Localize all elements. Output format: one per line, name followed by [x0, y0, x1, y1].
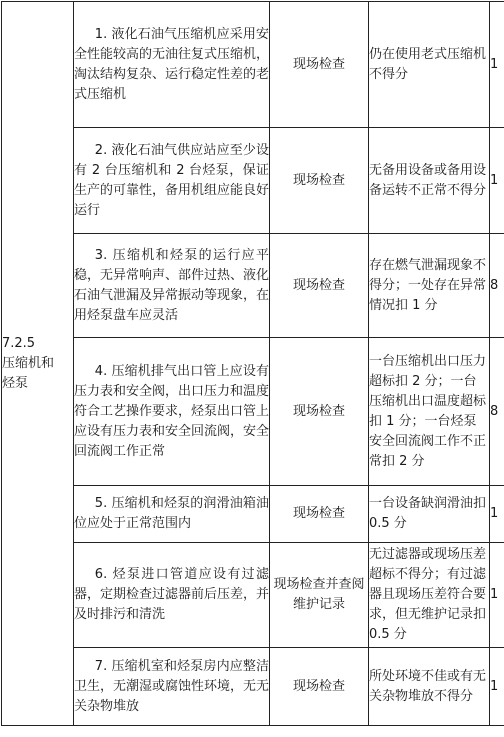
requirement-cell [74, 648, 270, 726]
method-text: 现场检查 [292, 56, 345, 72]
score-cell [490, 648, 504, 726]
criteria-cell [369, 234, 490, 338]
requirement-text: 3. 压缩机和烃泵的运行应平稳，无异常响声、部件过热、液化石油气泄漏及异常振动等现象，在用烃泵盘车应灵活 [74, 247, 270, 323]
requirement-text: 4. 压缩机排气出口管上应设有压力表和安全阀，出口压力和温度符合工艺操作要求，烃泵出口管上应设有压力表和安全回流阀，安全回流阀工作正常 [74, 363, 270, 459]
table-row [2, 543, 504, 648]
score-cell [490, 2, 504, 128]
requirement-cell [74, 486, 270, 543]
table-row [2, 2, 504, 128]
method-text: 现场检查 [292, 403, 345, 419]
score-text: 1 [490, 172, 499, 188]
score-text: 1 [490, 56, 499, 72]
table-row [2, 486, 504, 543]
table-row [2, 128, 504, 234]
criteria-cell [369, 486, 490, 543]
score-cell [490, 128, 504, 234]
criteria-cell [369, 128, 490, 234]
requirement-cell [74, 234, 270, 338]
score-text: 1 [490, 587, 499, 602]
criteria-text: 仍在使用老式压缩机不得分 [369, 46, 487, 82]
requirement-text: 6. 烃泵进口管道应设有过滤器，定期检查过滤器前后压差，并及时排污和清洗 [74, 567, 270, 622]
criteria-text: 所处环境不佳或有无关杂物堆放不得分 [369, 668, 487, 704]
score-text: 1 [490, 678, 499, 694]
requirement-text: 1. 液化石油气压缩机应采用安全性能较高的无油往复式压缩机，淘汰结构复杂、运行稳定性差的老式压缩机 [74, 26, 270, 102]
method-cell [270, 486, 369, 543]
category-label: 7.2.5 压缩机和 烃泵 [2, 335, 55, 391]
score-cell [490, 234, 504, 338]
score-cell [490, 338, 504, 486]
requirement-cell [74, 338, 270, 486]
score-text: 8 [490, 277, 499, 293]
table-row [2, 648, 504, 726]
criteria-text: 一台压缩机出口压力超标扣 2 分；一台压缩机出口温度超标扣 1 分；一台烃泵安全回流阀工作不正常扣 2 分 [369, 353, 487, 469]
method-cell [270, 648, 369, 726]
requirement-text: 2. 液化石油气供应站应至少设有 2 台压缩机和 2 台烃泵，保证生产的可靠性，备用机组应能良好运行 [74, 142, 270, 218]
method-text: 现场检查 [292, 277, 345, 293]
method-cell [270, 338, 369, 486]
criteria-text: 无过滤器或现场压差超标不得分；有过滤器且现场压差符合要求，但无维护记录扣 0.5 分 [369, 547, 487, 642]
score-text: 8 [490, 403, 499, 419]
requirement-cell [74, 2, 270, 128]
requirement-text: 7. 压缩机室和烃泵房内应整洁卫生，无潮湿或腐蚀性环境，无无关杂物堆放 [74, 658, 270, 714]
requirement-cell [74, 128, 270, 234]
category-cell [2, 2, 74, 726]
requirement-text: 5. 压缩机和烃泵的润滑油箱油位应处于正常范围内 [74, 496, 269, 531]
criteria-cell [369, 338, 490, 486]
method-cell [270, 2, 369, 128]
method-cell [270, 128, 369, 234]
criteria-text: 无备用设备或备用设备运转不正常不得分 [369, 162, 487, 198]
score-cell [490, 543, 504, 648]
method-text: 现场检查 [292, 172, 345, 188]
score-cell [490, 486, 504, 543]
inspection-table [1, 1, 504, 726]
criteria-text: 一台设备缺润滑油扣 0.5 分 [369, 496, 487, 531]
method-text: 现场检查 [292, 506, 345, 521]
criteria-cell [369, 2, 490, 128]
criteria-text: 存在燃气泄漏现象不得分；一处存在异常情况扣 1 分 [369, 257, 487, 313]
method-cell [270, 234, 369, 338]
criteria-cell [369, 648, 490, 726]
method-text: 现场检查并查阅维护记录 [273, 577, 365, 612]
table-row [2, 234, 504, 338]
table-row [2, 338, 504, 486]
method-cell [270, 543, 369, 648]
criteria-cell [369, 543, 490, 648]
requirement-cell [74, 543, 270, 648]
score-text: 1 [490, 506, 499, 521]
method-text: 现场检查 [292, 678, 345, 694]
